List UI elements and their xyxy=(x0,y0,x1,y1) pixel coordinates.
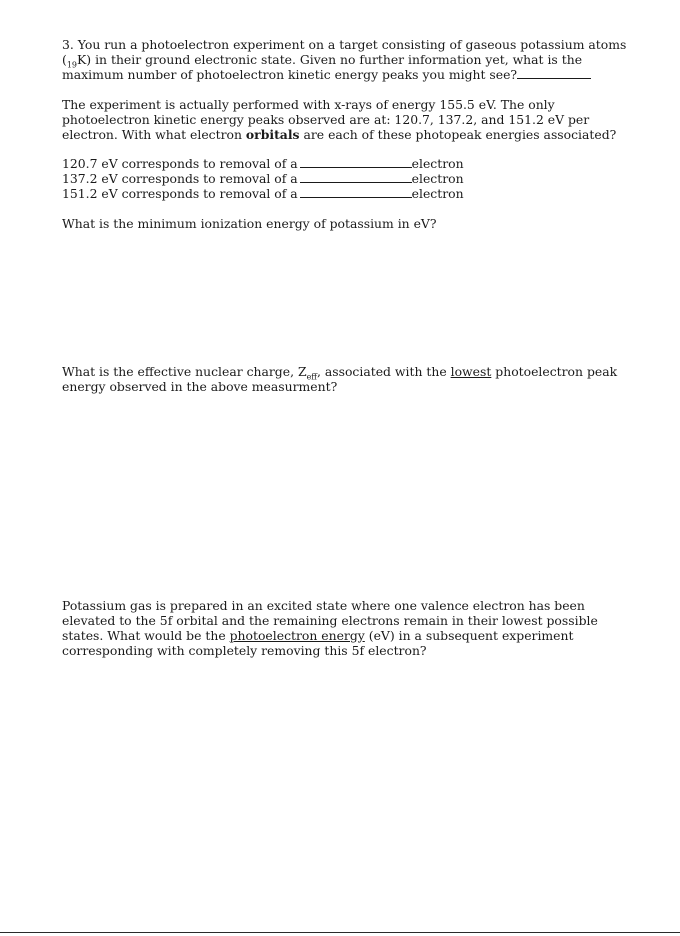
peak-row-text: 137.2 eV corresponds to removal of a xyxy=(62,171,298,186)
underlined-photoelectron-energy: photoelectron energy xyxy=(229,628,365,643)
question-orbitals xyxy=(62,97,642,142)
question-3-text-a: You run a photoelectron experiment on a target consisting of gaseous potassium atoms ( xyxy=(62,37,627,67)
peak-row-suffix: electron xyxy=(411,171,464,186)
question-zeff-text-c: photoelectron peak energy observed in the above measurment? xyxy=(62,364,618,394)
peak-row xyxy=(62,156,642,171)
question-zeff-text-a: What is the effective nuclear charge, Z xyxy=(62,364,307,379)
atomic-number: 19 xyxy=(66,60,78,70)
question-ionization-text: What is the minimum ionization energy of potassium in eV? xyxy=(62,216,437,231)
answer-blank-orbital[interactable] xyxy=(300,156,412,168)
question-number: 3. xyxy=(62,37,74,52)
answer-blank-peaks-count[interactable] xyxy=(517,67,591,79)
peak-rows xyxy=(62,156,642,201)
question-orbitals-text-b: are each of these photopeak energies associated? xyxy=(303,127,617,142)
element-symbol: K) xyxy=(77,52,92,67)
question-excited-text-a: Potassium gas is prepared in an excited state where one valence electron has been elevated to the 5f orbital and the remaining electrons remain in their lowest possible states. What would be the xyxy=(62,598,598,643)
answer-blank-orbital[interactable] xyxy=(300,186,412,198)
zeff-subscript: eff xyxy=(306,372,317,382)
bold-orbitals: orbitals xyxy=(245,127,300,142)
question-3-text-b: in their ground electronic state. Given no further information yet, what is the maximum number of photoelectron kinetic energy peaks you might see? xyxy=(62,52,583,82)
peak-row-text: 120.7 eV corresponds to removal of a xyxy=(62,156,298,171)
question-ionization xyxy=(62,216,642,231)
peak-row-suffix: electron xyxy=(411,156,464,171)
question-excited-state xyxy=(62,598,642,658)
peak-row xyxy=(62,186,642,201)
peak-row xyxy=(62,171,642,186)
question-zeff xyxy=(62,364,642,394)
underlined-lowest: lowest xyxy=(450,364,492,379)
bottom-border-line xyxy=(0,932,680,933)
question-orbitals-text-a: The experiment is actually performed with x-rays of energy 155.5 eV. The only photoelectron kinetic energy peaks observed are at: 120.7, 137.2, and 151.2 eV per electron. With what electron xyxy=(62,97,590,142)
question-3 xyxy=(62,37,642,82)
answer-blank-orbital[interactable] xyxy=(300,171,412,183)
peak-row-text: 151.2 eV corresponds to removal of a xyxy=(62,186,298,201)
question-excited-text-b: (eV) in a subsequent experiment corresponding with completely removing this 5f electron? xyxy=(62,628,574,658)
peak-row-suffix: electron xyxy=(411,186,464,201)
question-zeff-text-b: , associated with the xyxy=(316,364,447,379)
